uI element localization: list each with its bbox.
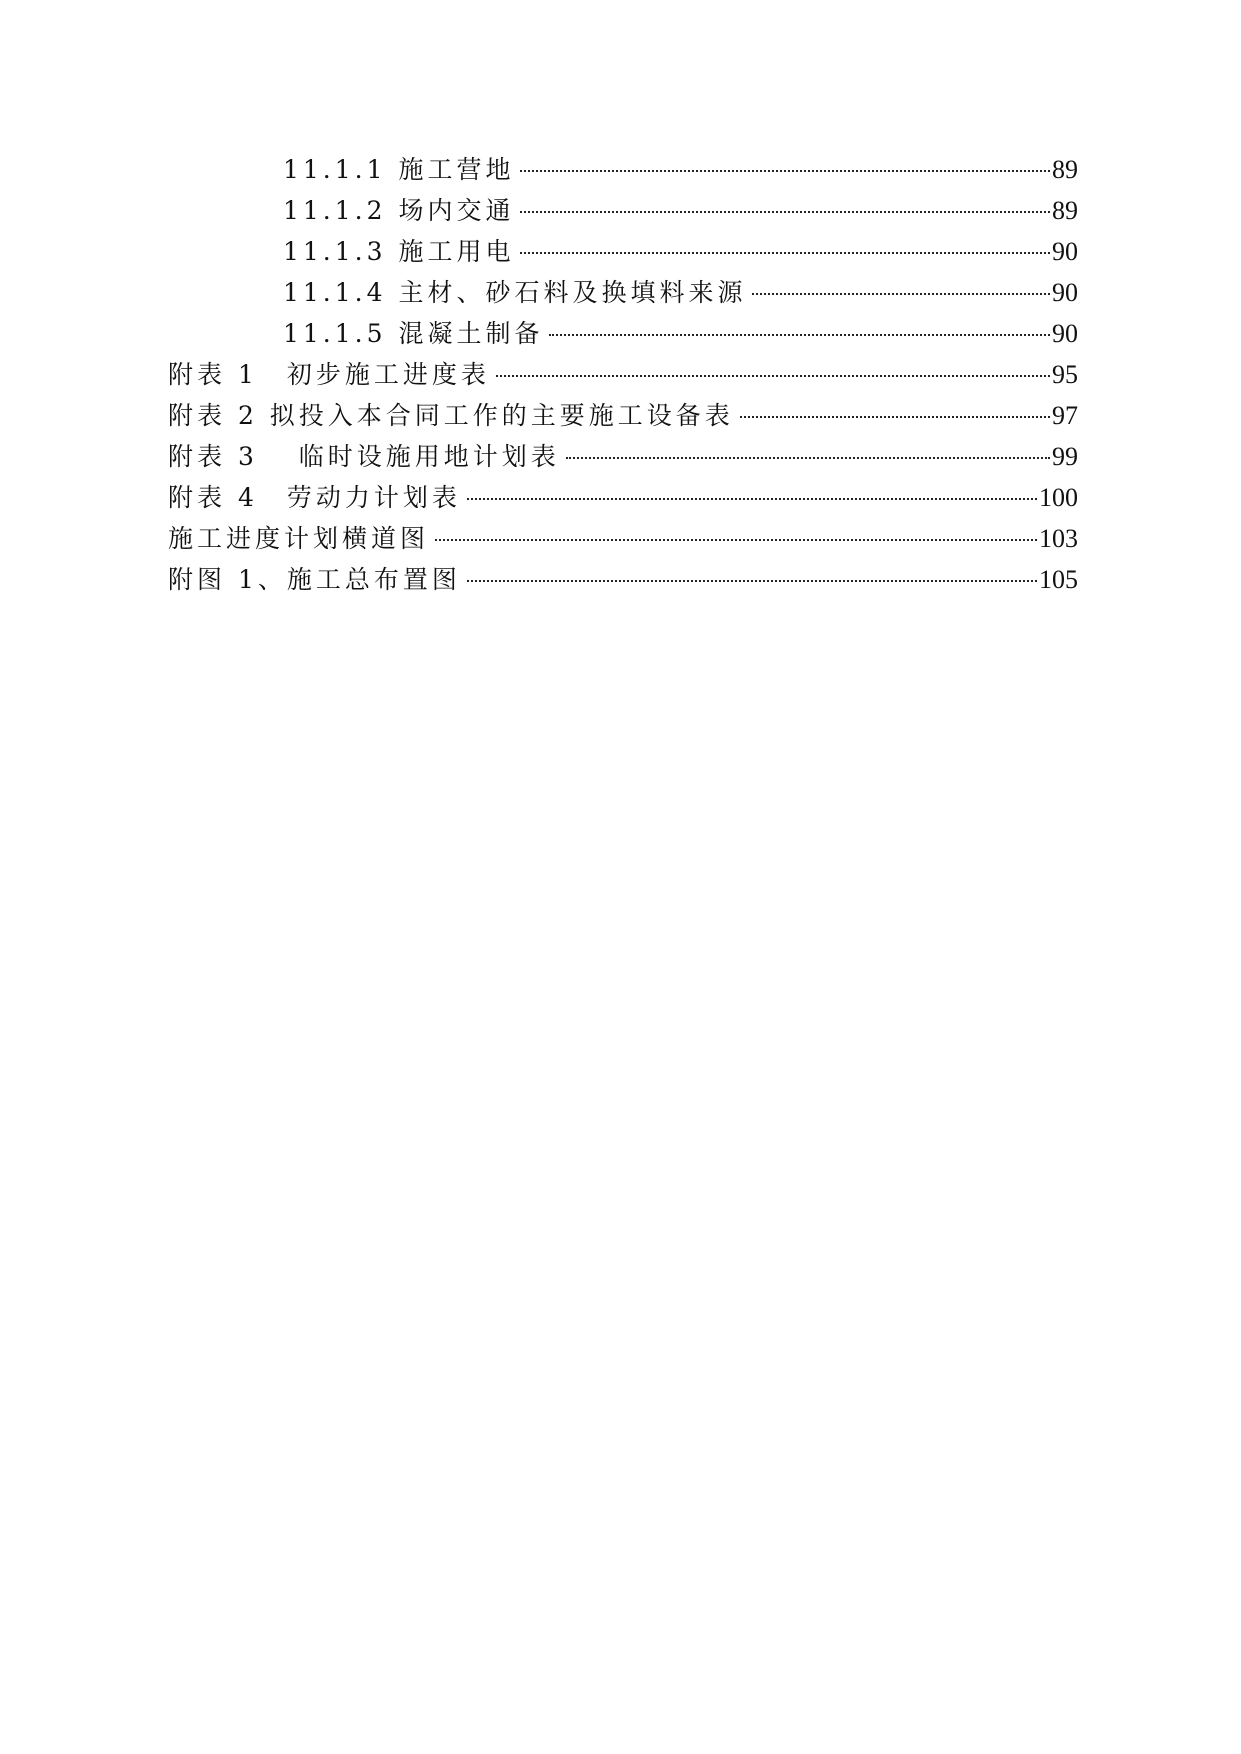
toc-entry[interactable] <box>168 560 1078 600</box>
toc-entry-title: 附表 4 劳动力计划表 <box>168 483 461 512</box>
toc-dot-leader <box>566 457 1050 459</box>
toc-dot-leader <box>467 498 1037 500</box>
toc-dot-leader <box>752 293 1050 295</box>
toc-entry-page: 90 <box>1052 237 1078 266</box>
toc-dot-leader <box>520 211 1050 213</box>
toc-entry-title: 11.1.2 场内交通 <box>283 196 515 225</box>
toc-entry-title: 11.1.3 施工用电 <box>283 237 515 266</box>
toc-entry-title: 11.1.5 混凝土制备 <box>283 319 544 348</box>
toc-dot-leader <box>467 580 1037 582</box>
toc-entry[interactable] <box>168 478 1078 518</box>
toc-entry-page: 95 <box>1052 360 1078 389</box>
toc-entry[interactable] <box>283 314 1078 354</box>
toc-dot-leader <box>520 170 1050 172</box>
toc-entry[interactable] <box>283 191 1078 231</box>
toc-entry-page: 89 <box>1052 196 1078 225</box>
toc-entry-page: 97 <box>1052 401 1078 430</box>
toc-entry-title: 11.1.1 施工营地 <box>283 155 515 184</box>
toc-dot-leader <box>520 252 1050 254</box>
toc-entry[interactable] <box>283 273 1078 313</box>
toc-entry-title: 施工进度计划横道图 <box>168 524 430 553</box>
toc-entry-title: 附表 2 拟投入本合同工作的主要施工设备表 <box>168 401 734 430</box>
toc-entry-page: 103 <box>1039 524 1078 553</box>
toc-entry[interactable] <box>283 150 1078 190</box>
toc-entry[interactable] <box>168 519 1078 559</box>
toc-entry[interactable] <box>283 232 1078 272</box>
toc-dot-leader <box>549 334 1050 336</box>
toc-entry[interactable] <box>168 437 1078 477</box>
toc-entry[interactable] <box>168 396 1078 436</box>
toc-entry-title: 附表 3 临时设施用地计划表 <box>168 442 560 471</box>
toc-dot-leader <box>740 416 1050 418</box>
toc-entry-page: 99 <box>1052 442 1078 471</box>
toc-entry-page: 90 <box>1052 319 1078 348</box>
toc-entry-page: 105 <box>1039 565 1078 594</box>
toc-entry-title: 11.1.4 主材、砂石料及换填料来源 <box>283 278 747 307</box>
toc-dot-leader <box>496 375 1050 377</box>
toc-entry-title: 附图 1、施工总布置图 <box>168 565 461 594</box>
toc-entry[interactable] <box>168 355 1078 395</box>
toc-entry-title: 附表 1 初步施工进度表 <box>168 360 490 389</box>
toc-entry-page: 89 <box>1052 155 1078 184</box>
toc-dot-leader <box>435 539 1037 541</box>
toc-entry-page: 100 <box>1039 483 1078 512</box>
toc-entry-page: 90 <box>1052 278 1078 307</box>
